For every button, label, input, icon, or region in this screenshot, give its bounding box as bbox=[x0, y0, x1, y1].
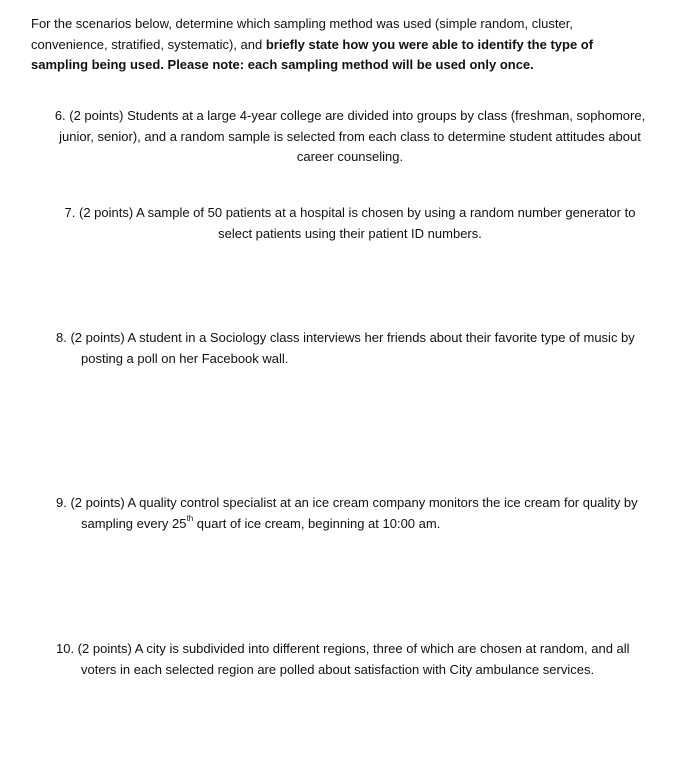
instructions-bold-text: briefly state how you were able to identify the type of sampling being used. Please note: each sampling method will be used only once. bbox=[31, 36, 594, 72]
question-9-text-end: quart of ice cream, beginning at 10:00 am. bbox=[193, 515, 441, 531]
question-9-text: 9. (2 points) A quality control specialist at an ice cream company monitors the ice cream for quality by sampling every 25 bbox=[56, 495, 638, 531]
question-8 bbox=[56, 328, 673, 369]
question-10 bbox=[56, 639, 643, 680]
question-7 bbox=[54, 203, 646, 244]
instructions bbox=[31, 14, 651, 76]
question-9-superscript: th bbox=[186, 514, 194, 524]
question-6 bbox=[54, 106, 646, 168]
question-8-text: 8. (2 points) A student in a Sociology class interviews her friends about their favorite type of music by posting a poll on her Facebook wall. bbox=[56, 330, 635, 366]
instructions-text: For the scenarios below, determine which sampling method was used (simple random, cluster, convenience, stratified, systematic), and bbox=[31, 16, 573, 52]
question-10-text: 10. (2 points) A city is subdivided into different regions, three of which are chosen at random, and all voters in each selected region are polled about satisfaction with City ambulance services. bbox=[56, 641, 630, 677]
question-6-text: 6. (2 points) Students at a large 4-year college are divided into groups by class (freshman, sophomore, junior, senior), and a random sample is selected from each class to determine student attitudes about career counseling. bbox=[54, 108, 646, 164]
question-9 bbox=[56, 493, 679, 534]
question-7-text: 7. (2 points) A sample of 50 patients at a hospital is chosen by using a random number generator to select patients using their patient ID numbers. bbox=[64, 205, 636, 241]
